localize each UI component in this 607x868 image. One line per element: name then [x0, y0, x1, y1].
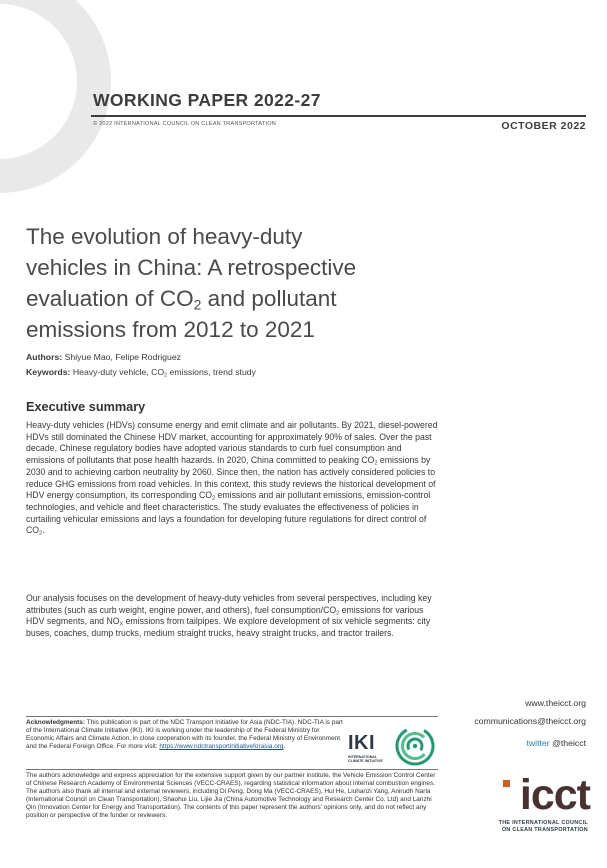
ack-top-rule [26, 716, 438, 717]
copyright-notice: © 2022 INTERNATIONAL COUNCIL ON CLEAN TRANSPORTATION [93, 121, 276, 127]
iki-mark-icon [394, 725, 436, 767]
publication-date: OCTOBER 2022 [501, 120, 586, 132]
title-line-2: vehicles in China: A retrospective [26, 255, 357, 280]
ndc-tia-link[interactable]: https://www.ndctransportinitiativeforasia.org [159, 743, 284, 751]
authors-value: Shiyue Mao, Felipe Rodriguez [64, 352, 182, 362]
executive-summary-heading: Executive summary [26, 400, 146, 414]
email-link[interactable]: communications@theicct.org [474, 716, 586, 726]
website-link[interactable]: www.theicct.org [525, 698, 586, 708]
icct-accent-dot [503, 780, 510, 787]
authors-label: Authors: [26, 352, 63, 362]
acknowledgments-partners: The authors acknowledge and express appreciation for the extensive support given by our partner institute, the Vehicle Emission Control Center of Chinese Research Academy of Environmental Sciences (VECC-CRAES), regarding statistical information about internal combustion engines. The authors also thank all internal and external reviewers, including Di Peng, Dong Ma (VECC-CRAES), Hui He, Liuhanzi Yang, Anirudh Narla (International Council on Clean Transportation), Shaohui Liu, Lijie Jia (China Automotive Technology and Research Center Co. Ltd) and Lanzhi Qin (Innovation Center for Energy and Transportation). The contents of this paper represent the authors' opinions only, and do not reflect any position or perspective of the funder or reviewers. [26, 772, 436, 820]
title-line-3: evaluation of $CO_2$ and pollutant [26, 286, 337, 313]
title-line-1: The evolution of heavy-duty [26, 224, 303, 249]
working-paper-label: WORKING PAPER 2022-27 [93, 90, 321, 110]
acknowledgments: Acknowledgments: This publication is part of the NDC Transport Initiative for Asia (NDC-TIA). NDC-TIA is part of the International Climate Initiative (IKI). IKI is working under the leadership of the Federal Ministry for Economic Affairs and Climate Action, in close cooperation with its founder, the Federal Ministry of Environment and the Federal Foreign Office. For more visit: https://www.ndctransportinitiativeforasia.org. [26, 719, 343, 751]
keywords-value: Heavy-duty vehicle, $CO_2$ emissions, trend study [72, 367, 256, 379]
title-line-4: emissions from 2012 to 2021 [26, 317, 315, 342]
twitter-link[interactable]: twitter @theicct [526, 738, 586, 748]
ack-middle-rule [26, 769, 438, 770]
keywords-label: Keywords: [26, 367, 71, 377]
keywords-line [26, 367, 256, 377]
icct-logo: icct THE INTERNATIONAL COUNCIL ON CLEAN TRANSPORTATION [498, 771, 590, 833]
authors-line [26, 352, 181, 362]
summary-paragraph-1: Heavy-duty vehicles (HDVs) consume energy and emit climate and air pollutants. By 2021, diesel-powered HDVs still dominated the Chinese HDV market, accounting for approximately 90% of sales. Over the past decade, Chinese regulatory bodies have adopted various standards to curb fuel consumption and emissions of pollutants that pose health hazards. In 2020, China committed to peaking $CO_2$ emissions by 2030 and to achieving carbon neutrality by 2060. Since then, the nation has actively considered policies to reduce GHG emissions from road vehicles. In this context, this study reviews the historical development of HDV energy consumption, its corresponding $CO_2$ emissions and air pollutant emissions, emission-control technologies, and vehicle and fleet characteristics. The study evaluates the effectiveness of policies in curtailing vehicular emissions and lays a foundation for developing future regulations for direct control of $CO_2$. [26, 420, 438, 537]
iki-logo: IKI INTERNATIONAL CLIMATE INITIATIVE [348, 725, 438, 765]
summary-paragraph-2: Our analysis focuses on the development of heavy-duty vehicles from several perspectives, including key attributes (such as curb weight, engine power, and others), fuel consumption/$CO_2$ emissions for various HDV segments, and $NO_X$ emissions from tailpipes. We explore development of six vehicle segments: city buses, coaches, dump trucks, medium straight trucks, heavy straight trucks, and tractor trailers. [26, 593, 432, 639]
header-rule [91, 115, 586, 117]
paper-title [26, 221, 466, 345]
